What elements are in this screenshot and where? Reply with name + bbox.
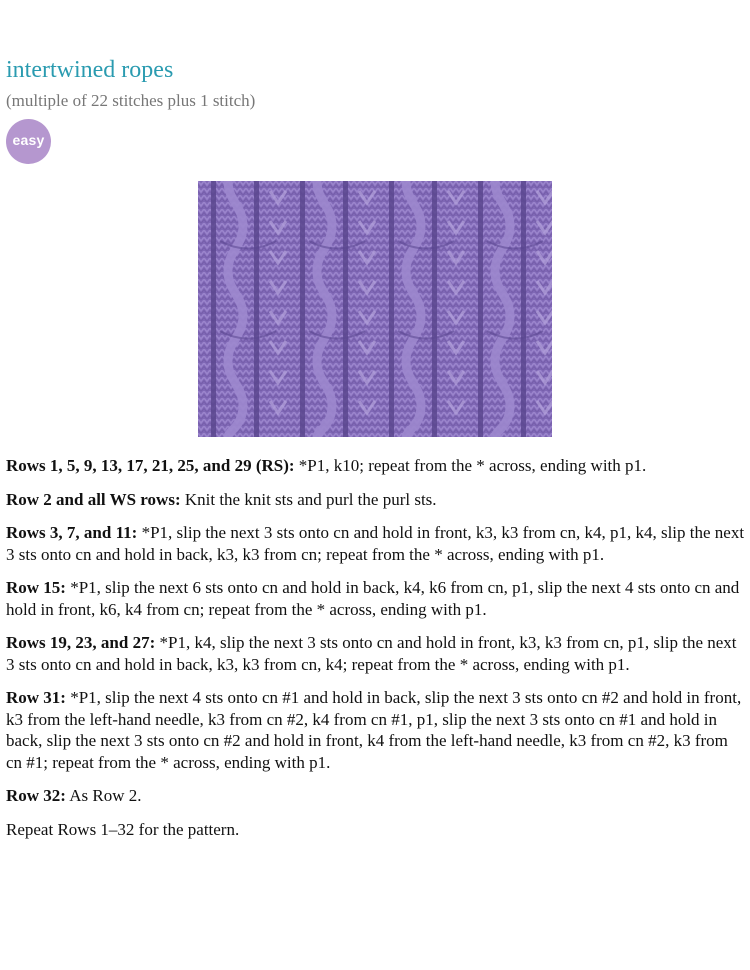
instruction-row	[6, 687, 748, 773]
row-text: *P1, slip the next 3 sts onto cn and hold in front, k3, k3 from cn, k4, p1, k4, slip the next 3 sts onto cn and hold in back, k3, k3 from cn; repeat from the * across, ending with p1.	[6, 523, 745, 564]
row-label: Row 15:	[6, 578, 66, 597]
difficulty-badge: easy	[6, 119, 51, 164]
instruction-row	[6, 632, 748, 675]
knit-swatch-photo	[198, 181, 552, 437]
row-text: Knit the knit sts and purl the purl sts.	[180, 489, 437, 509]
instruction-row	[6, 819, 748, 841]
row-label: Row 32:	[6, 786, 66, 805]
row-text: *P1, slip the next 4 sts onto cn #1 and hold in back, slip the next 3 sts onto cn #2 and hold in front, k3 from the left-hand needle, k3 from cn #2, k4 from cn #1, p1, slip the next 3 sts onto cn #1 and hold in back, slip the next 3 sts onto cn #2 and hold in front, k4 from the left-hand needle, k3 from cn #2, k3 from cn #1; repeat from the * across, ending with p1.	[6, 688, 742, 772]
row-label: Row 2 and all WS rows:	[6, 489, 181, 509]
instruction-row	[6, 522, 748, 565]
row-text: *P1, slip the next 6 sts onto cn and hold in back, k4, k6 from cn, p1, slip the next 4 sts onto cn and hold in front, k6, k4 from cn; repeat from the * across, ending with p1.	[6, 578, 740, 619]
row-text: As Row 2.	[65, 786, 142, 805]
stitch-multiple-note: (multiple of 22 stitches plus 1 stitch)	[6, 91, 256, 110]
pattern-title: intertwined ropes	[6, 57, 174, 83]
instruction-row	[6, 785, 748, 807]
row-text: *P1, k4, slip the next 3 sts onto cn and hold in front, k3, k3 from cn, p1, slip the next 3 sts onto cn and hold in back, k3, k3 from cn, k4; repeat from the * across, ending with p1.	[6, 633, 737, 674]
row-label: Rows 1, 5, 9, 13, 17, 21, 25, and 29 (RS):	[6, 456, 295, 475]
instruction-row	[6, 489, 748, 511]
instruction-row	[6, 577, 748, 620]
cable-texture-illustration	[198, 181, 552, 437]
instruction-row	[6, 455, 748, 477]
row-text: Repeat Rows 1–32 for the pattern.	[6, 819, 240, 839]
row-text: *P1, k10; repeat from the * across, ending with p1.	[294, 456, 647, 475]
row-label: Row 31:	[6, 688, 66, 707]
row-label: Rows 3, 7, and 11:	[6, 523, 138, 542]
pattern-instructions	[6, 455, 748, 852]
row-label: Rows 19, 23, and 27:	[6, 633, 156, 652]
